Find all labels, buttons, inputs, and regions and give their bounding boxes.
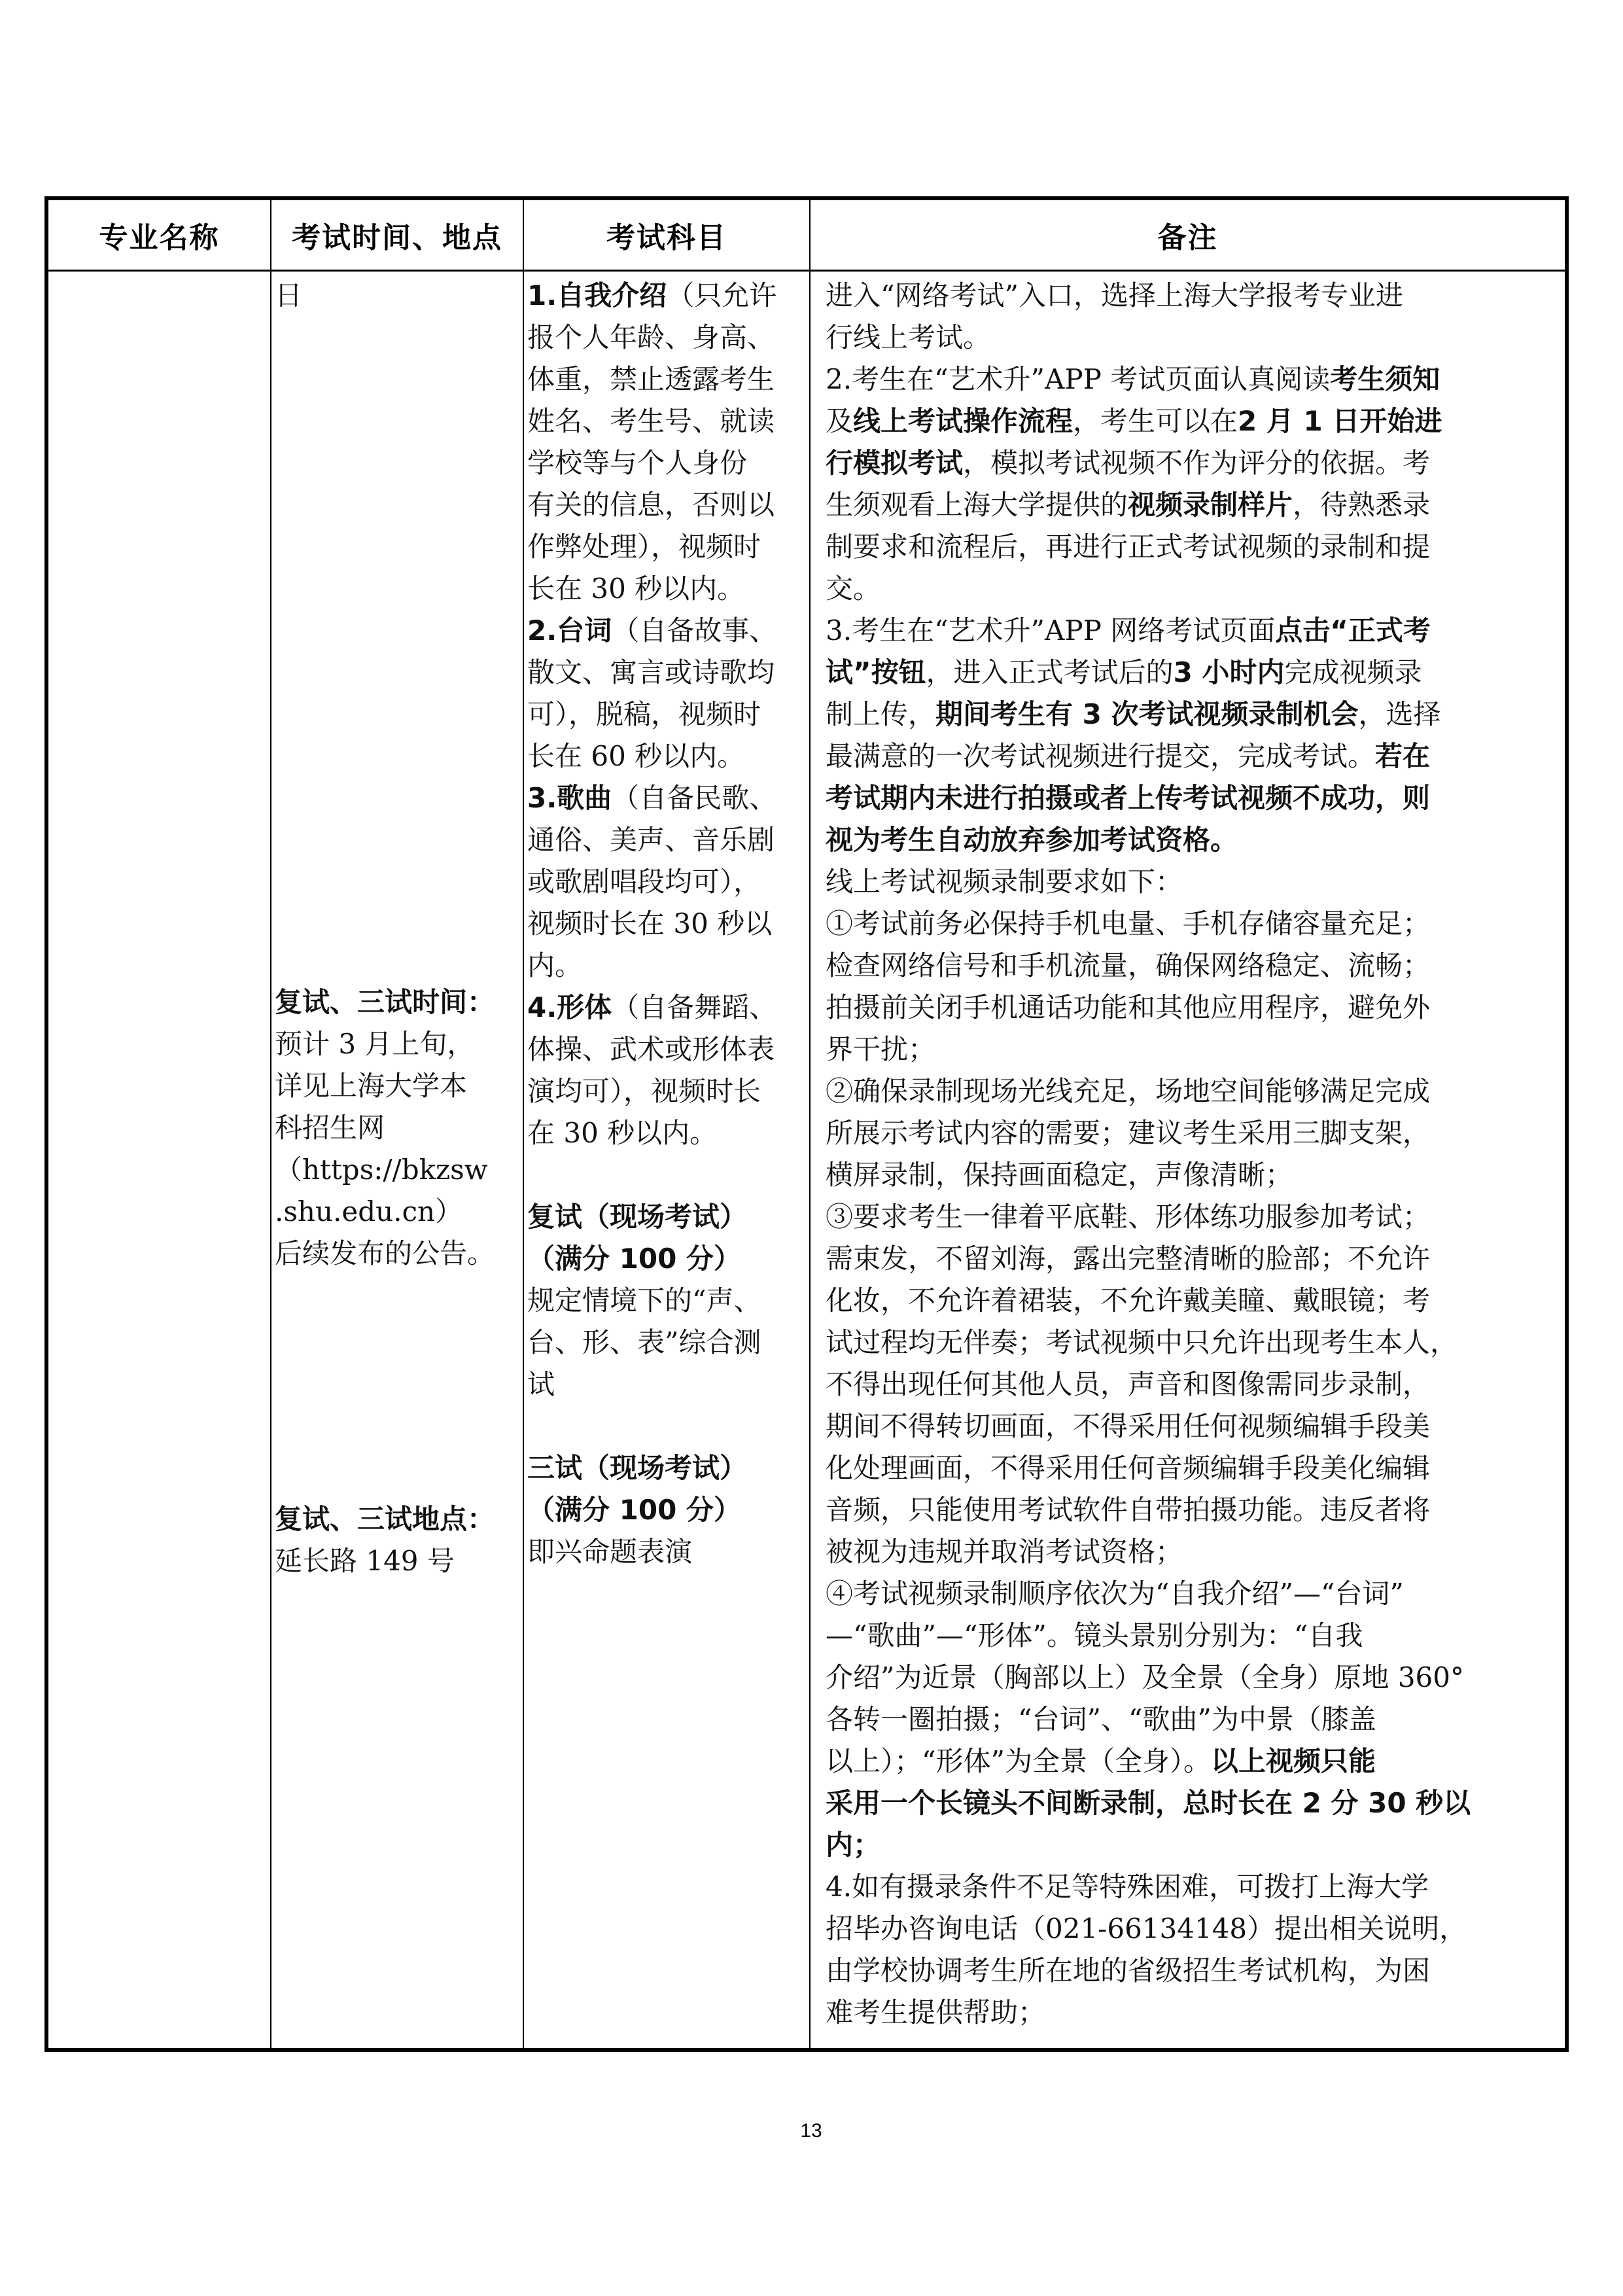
retest-time-block [275, 981, 523, 1275]
subject-3-text: 或歌剧唱段均可）， [527, 866, 761, 898]
remark-line: 视为考生自动放弃参加考试资格。 [826, 824, 1238, 856]
remark-line: —“歌曲”—“形体”。镜头景别分别为：“自我 [826, 1619, 1363, 1651]
retest-place-block [275, 1498, 523, 1582]
remark-line: 各转一圈拍摄；“台词”、“歌曲”为中景（膝盖 [826, 1703, 1376, 1735]
remark-line: 制上传，期间考生有 3 次考试视频录制机会，选择 [826, 698, 1441, 730]
column-divider-3 [809, 196, 811, 2052]
subject-1-text: 长在 30 秒以内。 [527, 573, 745, 605]
remark-line: ②确保录制现场光线充足，场地空间能够满足完成 [826, 1075, 1431, 1107]
remark-line: 拍摄前关闭手机通话功能和其他应用程序，避免外 [826, 991, 1431, 1023]
subject-3-text: 通俗、美声、音乐剧 [527, 824, 775, 856]
header-remarks: 备注 [1157, 221, 1218, 255]
remark-line: 以上）；“形体”为全景（全身）。以上视频只能 [826, 1745, 1376, 1777]
table-border-right [1565, 196, 1569, 2052]
remark-line: 及线上考试操作流程，考生可以在2 月 1 日开始进 [826, 405, 1442, 437]
subject-2-title: 2.台词 [527, 614, 612, 646]
remark-line: 最满意的一次考试视频进行提交，完成考试。若在 [826, 740, 1431, 772]
remark-line: 2.考生在“艺术升”APP 考试页面认真阅读考生须知 [826, 363, 1440, 395]
remark-line: 期间不得转切画面，不得采用任何视频编辑手段美 [826, 1410, 1431, 1442]
subject-2-text: 可），脱稿，视频时 [527, 698, 761, 730]
subject-4-text: 在 30 秒以内。 [527, 1117, 718, 1149]
remark-line: 介绍”为近景（胸部以上）及全景（全身）原地 360° [826, 1661, 1464, 1693]
retest-text: 台、形、表”综合测 [527, 1326, 761, 1358]
header-divider [44, 270, 1569, 272]
remark-line: 招毕办咨询电话（021-66134148）提出相关说明， [826, 1913, 1467, 1945]
retest-time-url: （https://bkzsw [275, 1154, 488, 1186]
remark-line: 界干扰； [826, 1033, 936, 1065]
retest-text: 试 [527, 1368, 555, 1400]
subject-4-text: （自备舞蹈、 [612, 991, 777, 1023]
subject-2-text: （自备故事、 [612, 614, 777, 646]
retest-place-value: 延长路 149 号 [275, 1545, 455, 1577]
remark-line: 难考生提供帮助； [826, 1996, 1046, 2028]
remark-line: 线上考试视频录制要求如下： [826, 866, 1183, 898]
remark-line: 音频，只能使用考试软件自带拍摄功能。违反者将 [826, 1494, 1431, 1526]
header-major-name: 专业名称 [99, 221, 220, 255]
remark-line: 4.如有摄录条件不足等特殊困难，可拨打上海大学 [826, 1871, 1429, 1903]
subject-1-text: 学校等与个人身份 [527, 447, 748, 479]
subject-3-text: 视频时长在 30 秒以 [527, 908, 773, 940]
time-fragment: 日 [275, 279, 303, 311]
remark-line: 进入“网络考试”入口，选择上海大学报考专业进 [826, 279, 1403, 311]
remark-line: 行线上考试。 [826, 321, 991, 353]
subject-3-text: 内。 [527, 949, 583, 981]
subject-4-text: 体操、武术或形体表 [527, 1033, 775, 1065]
remark-line: 交。 [826, 573, 881, 605]
remark-line: ④考试视频录制顺序依次为“自我介绍”—“台词” [826, 1578, 1404, 1610]
exam-time-place-cell [275, 275, 523, 317]
remark-line: 生须观看上海大学提供的视频录制样片，待熟悉录 [826, 489, 1431, 521]
exam-subjects-cell [527, 275, 807, 1573]
header-exam-subjects: 考试科目 [606, 221, 727, 255]
subject-1-title: 1.自我介绍 [527, 279, 667, 311]
remark-line: 检查网络信号和手机流量，确保网络稳定、流畅； [826, 949, 1431, 981]
remark-line: 内； [826, 1829, 881, 1861]
retest-score: （满分 100 分） [527, 1243, 741, 1275]
retest-time-line: 科招生网 [275, 1112, 385, 1144]
third-test-title: 三试（现场考试） [527, 1452, 748, 1484]
table-border-bottom [44, 2048, 1569, 2052]
remark-line: 被视为违规并取消考试资格； [826, 1536, 1183, 1568]
retest-time-line: 预计 3 月上旬， [275, 1028, 475, 1060]
subject-1-text: （只允许 [667, 279, 777, 311]
subject-2-text: 长在 60 秒以内。 [527, 740, 745, 772]
remark-line: ①考试前务必保持手机电量、手机存储容量充足； [826, 908, 1431, 940]
subject-1-text: 作弊处理），视频时 [527, 531, 761, 563]
third-test-score: （满分 100 分） [527, 1494, 741, 1526]
remark-line: 试”按钮，进入正式考试后的3 小时内完成视频录 [826, 656, 1422, 688]
retest-time-url: .shu.edu.cn） [275, 1195, 463, 1227]
remark-line: 横屏录制，保持画面稳定，声像清晰； [826, 1159, 1293, 1191]
remark-line: 所展示考试内容的需要；建议考生采用三脚支架， [826, 1117, 1431, 1149]
remark-line: 试过程均无伴奏；考试视频中只允许出现考生本人， [826, 1326, 1458, 1358]
retest-title: 复试（现场考试） [527, 1201, 748, 1233]
subject-1-text: 报个人年龄、身高、 [527, 321, 775, 353]
retest-place-label: 复试、三试地点： [275, 1503, 495, 1535]
retest-time-label: 复试、三试时间： [275, 986, 495, 1018]
remark-line: 不得出现任何其他人员，声音和图像需同步录制， [826, 1368, 1431, 1400]
remark-line: 化妆，不允许着裙装，不允许戴美瞳、戴眼镜；考 [826, 1284, 1431, 1316]
remark-line: 考试期内未进行拍摄或者上传考试视频不成功，则 [826, 782, 1431, 814]
table-border-left [44, 196, 48, 2052]
subject-4-text: 演均可），视频时长 [527, 1075, 761, 1107]
subject-3-title: 3.歌曲 [527, 782, 612, 814]
remark-line: 需束发，不留刘海，露出完整清晰的脸部；不允许 [826, 1243, 1431, 1275]
page-number: 13 [800, 2120, 822, 2142]
subject-4-title: 4.形体 [527, 991, 612, 1023]
remark-line: 由学校协调考生所在地的省级招生考试机构，为困 [826, 1954, 1431, 1987]
column-divider-1 [270, 196, 271, 2052]
retest-time-line: 后续发布的公告。 [275, 1237, 495, 1269]
retest-time-line: 详见上海大学本 [275, 1070, 468, 1102]
remark-line: 行模拟考试，模拟考试视频不作为评分的依据。考 [826, 447, 1431, 479]
header-exam-time-place: 考试时间、地点 [292, 221, 502, 255]
remark-line: 采用一个长镜头不间断录制，总时长在 2 分 30 秒以 [826, 1787, 1471, 1819]
subject-1-text: 体重，禁止透露考生 [527, 363, 775, 395]
subject-3-text: （自备民歌、 [612, 782, 777, 814]
remark-line: ③要求考生一律着平底鞋、形体练功服参加考试； [826, 1201, 1431, 1233]
remark-line: 化处理画面，不得采用任何音频编辑手段美化编辑 [826, 1452, 1431, 1484]
third-test-text: 即兴命题表演 [527, 1536, 693, 1568]
retest-text: 规定情境下的“声、 [527, 1284, 761, 1316]
remark-line: 3.考生在“艺术升”APP 网络考试页面点击“正式考 [826, 614, 1431, 646]
remark-line: 制要求和流程后，再进行正式考试视频的录制和提 [826, 531, 1431, 563]
remarks-cell [826, 275, 1558, 2034]
subject-1-text: 姓名、考生号、就读 [527, 405, 775, 437]
subject-2-text: 散文、寓言或诗歌均 [527, 656, 775, 688]
subject-1-text: 有关的信息，否则以 [527, 489, 775, 521]
